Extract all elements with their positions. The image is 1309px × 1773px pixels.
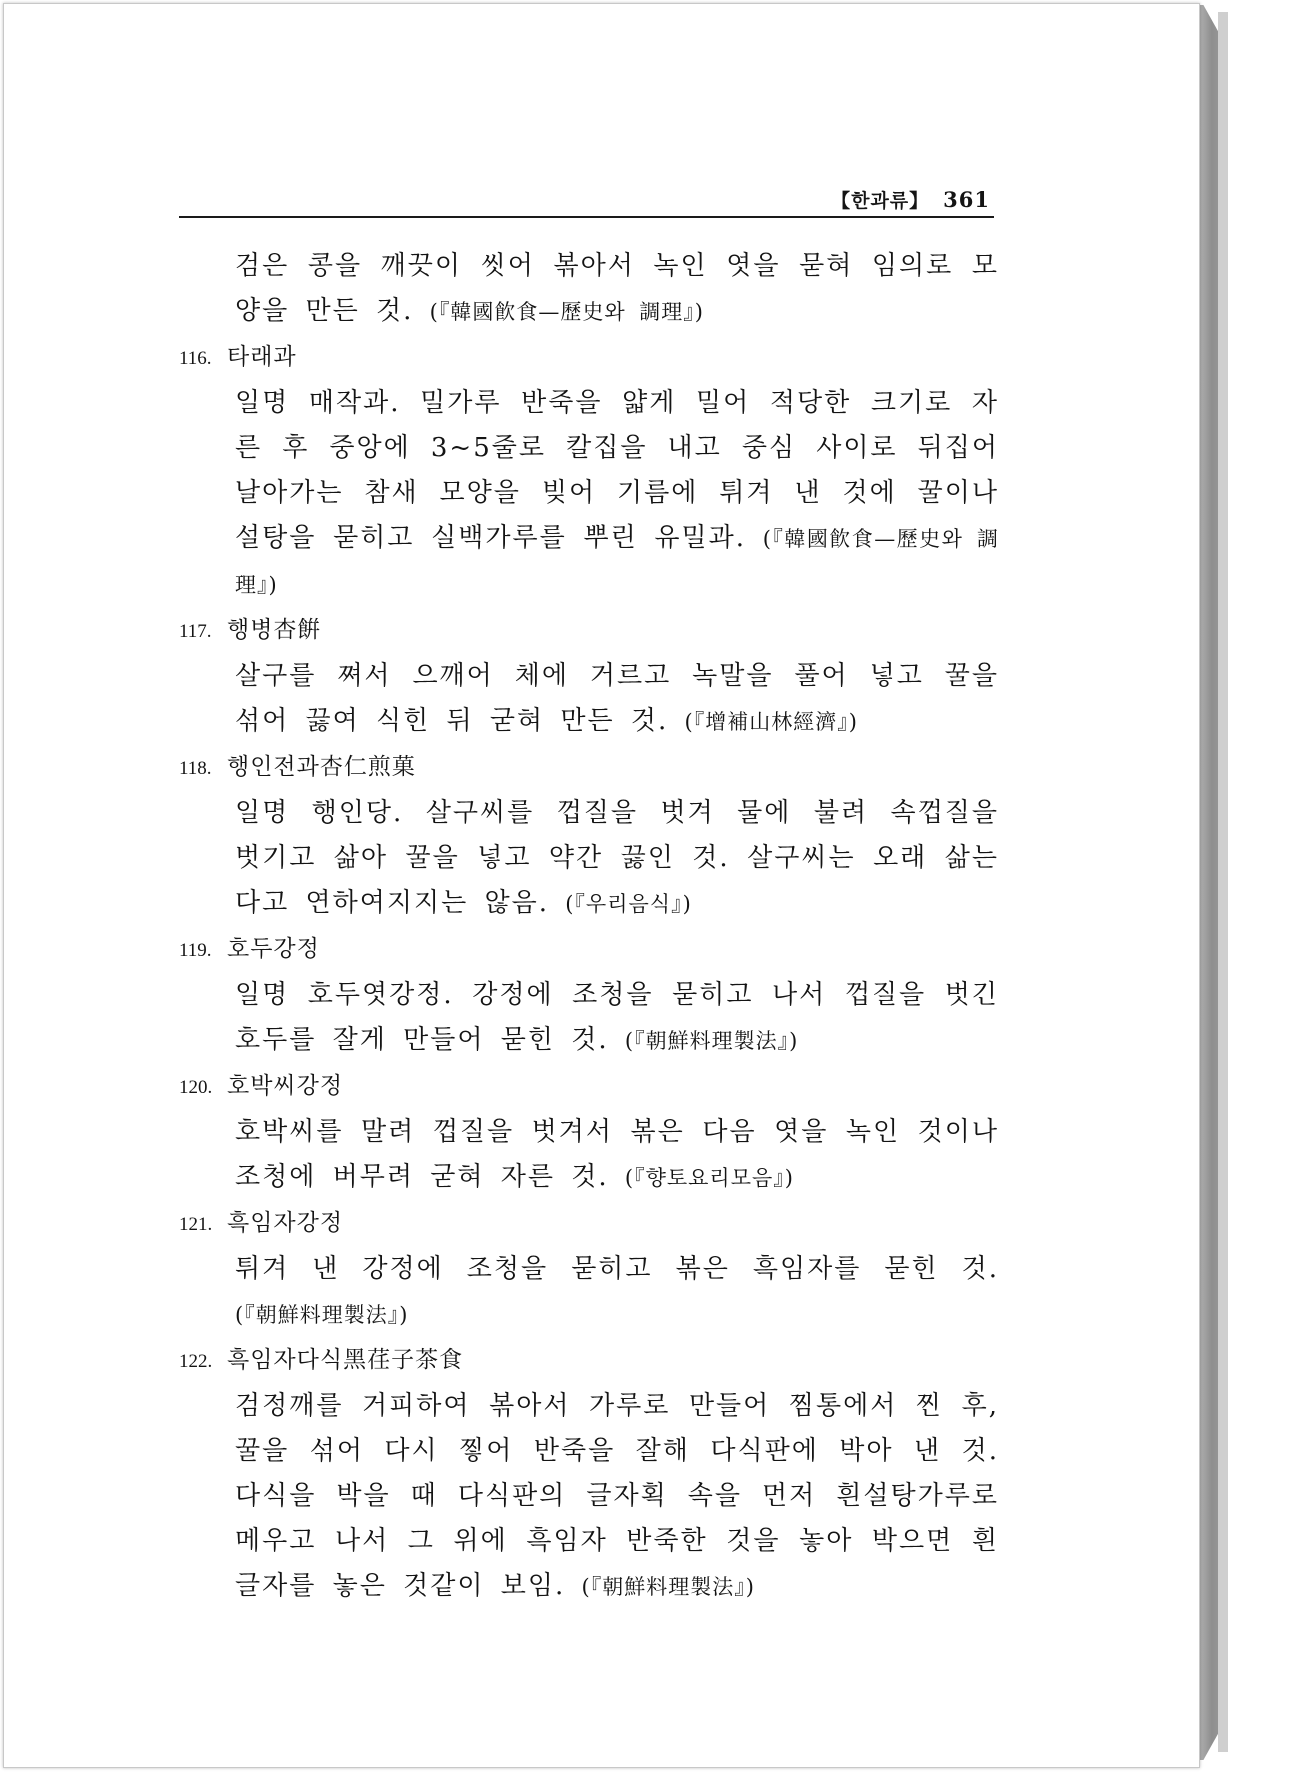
entry-citation: (『朝鮮料理製法』)	[581, 1575, 755, 1599]
entry-heading	[179, 1338, 999, 1384]
entry-number: 116.	[179, 348, 212, 369]
entry-text: 일명 매작과. 밀가루 반죽을 얇게 밀어 적당한 크기로 자른 후 중앙에 3~5줄로 칼집을 내고 중심 사이로 뒤집어 날아가는 참새 모양을 빚어 기름에 튀겨 낸 것에 꿀이나 설탕을 묻히고 실백가루를 뿌린 유밀과.	[235, 388, 999, 553]
entry-body	[235, 381, 999, 608]
entry-heading	[179, 608, 999, 654]
entry-122	[179, 1338, 999, 1610]
entry-number: 120.	[179, 1077, 213, 1098]
entry-121	[179, 1201, 999, 1338]
entry-text: 튀겨 낸 강정에 조청을 묻히고 볶은 흑임자를 묻힌 것.	[235, 1254, 999, 1284]
entry-text: 호박씨를 말려 껍질을 벗겨서 볶은 다음 엿을 녹인 것이나 조청에 버무려 굳혀 자른 것.	[235, 1117, 999, 1192]
entry-citation: (『朝鮮料理製法』)	[235, 1303, 409, 1327]
entry-118	[179, 745, 999, 927]
entry-number: 121.	[179, 1214, 213, 1235]
entry-title: 호두강정	[227, 936, 320, 962]
entry-119	[179, 927, 999, 1064]
entry-citation: (『우리음식』)	[565, 892, 692, 916]
entry-body	[235, 1247, 999, 1338]
intro-text: 검은 콩을 깨끗이 씻어 볶아서 녹인 엿을 묻혀 임의로 모양을 만든 것.	[235, 251, 999, 326]
page-stack-edge-inner	[1218, 12, 1228, 1752]
entry-116	[179, 335, 999, 608]
book-page	[3, 3, 1200, 1768]
page-body	[179, 244, 999, 1610]
entry-body	[235, 1110, 999, 1201]
entry-heading	[179, 1201, 999, 1247]
entry-heading	[179, 1064, 999, 1110]
entry-text: 일명 호두엿강정. 강정에 조청을 묻히고 나서 껍질을 벗긴 호두를 잘게 만들어 묻힌 것.	[235, 980, 999, 1055]
page-number: 361	[943, 187, 990, 212]
entry-citation: (『朝鮮料理製法』)	[624, 1029, 799, 1053]
header-rule	[179, 216, 994, 218]
entry-title: 흑임자다식黑荏子茶食	[227, 1347, 464, 1373]
entry-body	[235, 973, 999, 1064]
section-title: 【한과류】	[831, 190, 930, 212]
entry-number: 118.	[179, 758, 212, 779]
entry-heading	[179, 745, 999, 791]
entry-citation: (『韓國飮食—歷史와 調理』)	[235, 527, 1000, 597]
entry-117	[179, 608, 999, 745]
entry-title: 흑임자강정	[227, 1210, 344, 1236]
entry-number: 122.	[179, 1351, 213, 1372]
entry-body	[235, 654, 999, 745]
entry-citation: (『향토요리모음』)	[624, 1166, 794, 1190]
entry-heading	[179, 335, 999, 381]
running-header	[780, 186, 990, 213]
entry-title: 호박씨강정	[227, 1073, 344, 1099]
intro-citation: (『韓國飮食—歷史와 調理』)	[429, 300, 704, 324]
entry-body	[235, 791, 999, 927]
entry-title: 행인전과杏仁煎菓	[227, 754, 416, 780]
intro-paragraph	[235, 244, 999, 335]
entry-120	[179, 1064, 999, 1201]
entry-number: 117.	[179, 621, 212, 642]
entry-text: 검정깨를 거피하여 볶아서 가루로 만들어 찜통에서 찐 후, 꿀을 섞어 다시 찧어 반죽을 잘해 다식판에 박아 낸 것. 다식을 박을 때 다식판의 글자획 속을 먼저 흰설탕가루로 메우고 나서 그 위에 흑임자 반죽한 것을 놓아 박으면 흰 글자를 놓은 것같이 보임.	[235, 1391, 999, 1601]
entry-title: 행병杏餠	[227, 617, 322, 643]
entry-body	[235, 1384, 999, 1610]
entry-number: 119.	[179, 940, 212, 961]
entry-citation: (『增補山林經濟』)	[684, 710, 858, 734]
entry-title: 타래과	[227, 344, 297, 370]
entry-text: 살구를 쪄서 으깨어 체에 거르고 녹말을 풀어 넣고 꿀을 섞어 끓여 식힌 뒤 굳혀 만든 것.	[235, 661, 999, 736]
entry-text: 일명 행인당. 살구씨를 껍질을 벗겨 물에 불려 속껍질을 벗기고 삶아 꿀을 넣고 약간 끓인 것. 살구씨는 오래 삶는다고 연하여지지는 않음.	[235, 798, 999, 918]
entry-heading	[179, 927, 999, 973]
